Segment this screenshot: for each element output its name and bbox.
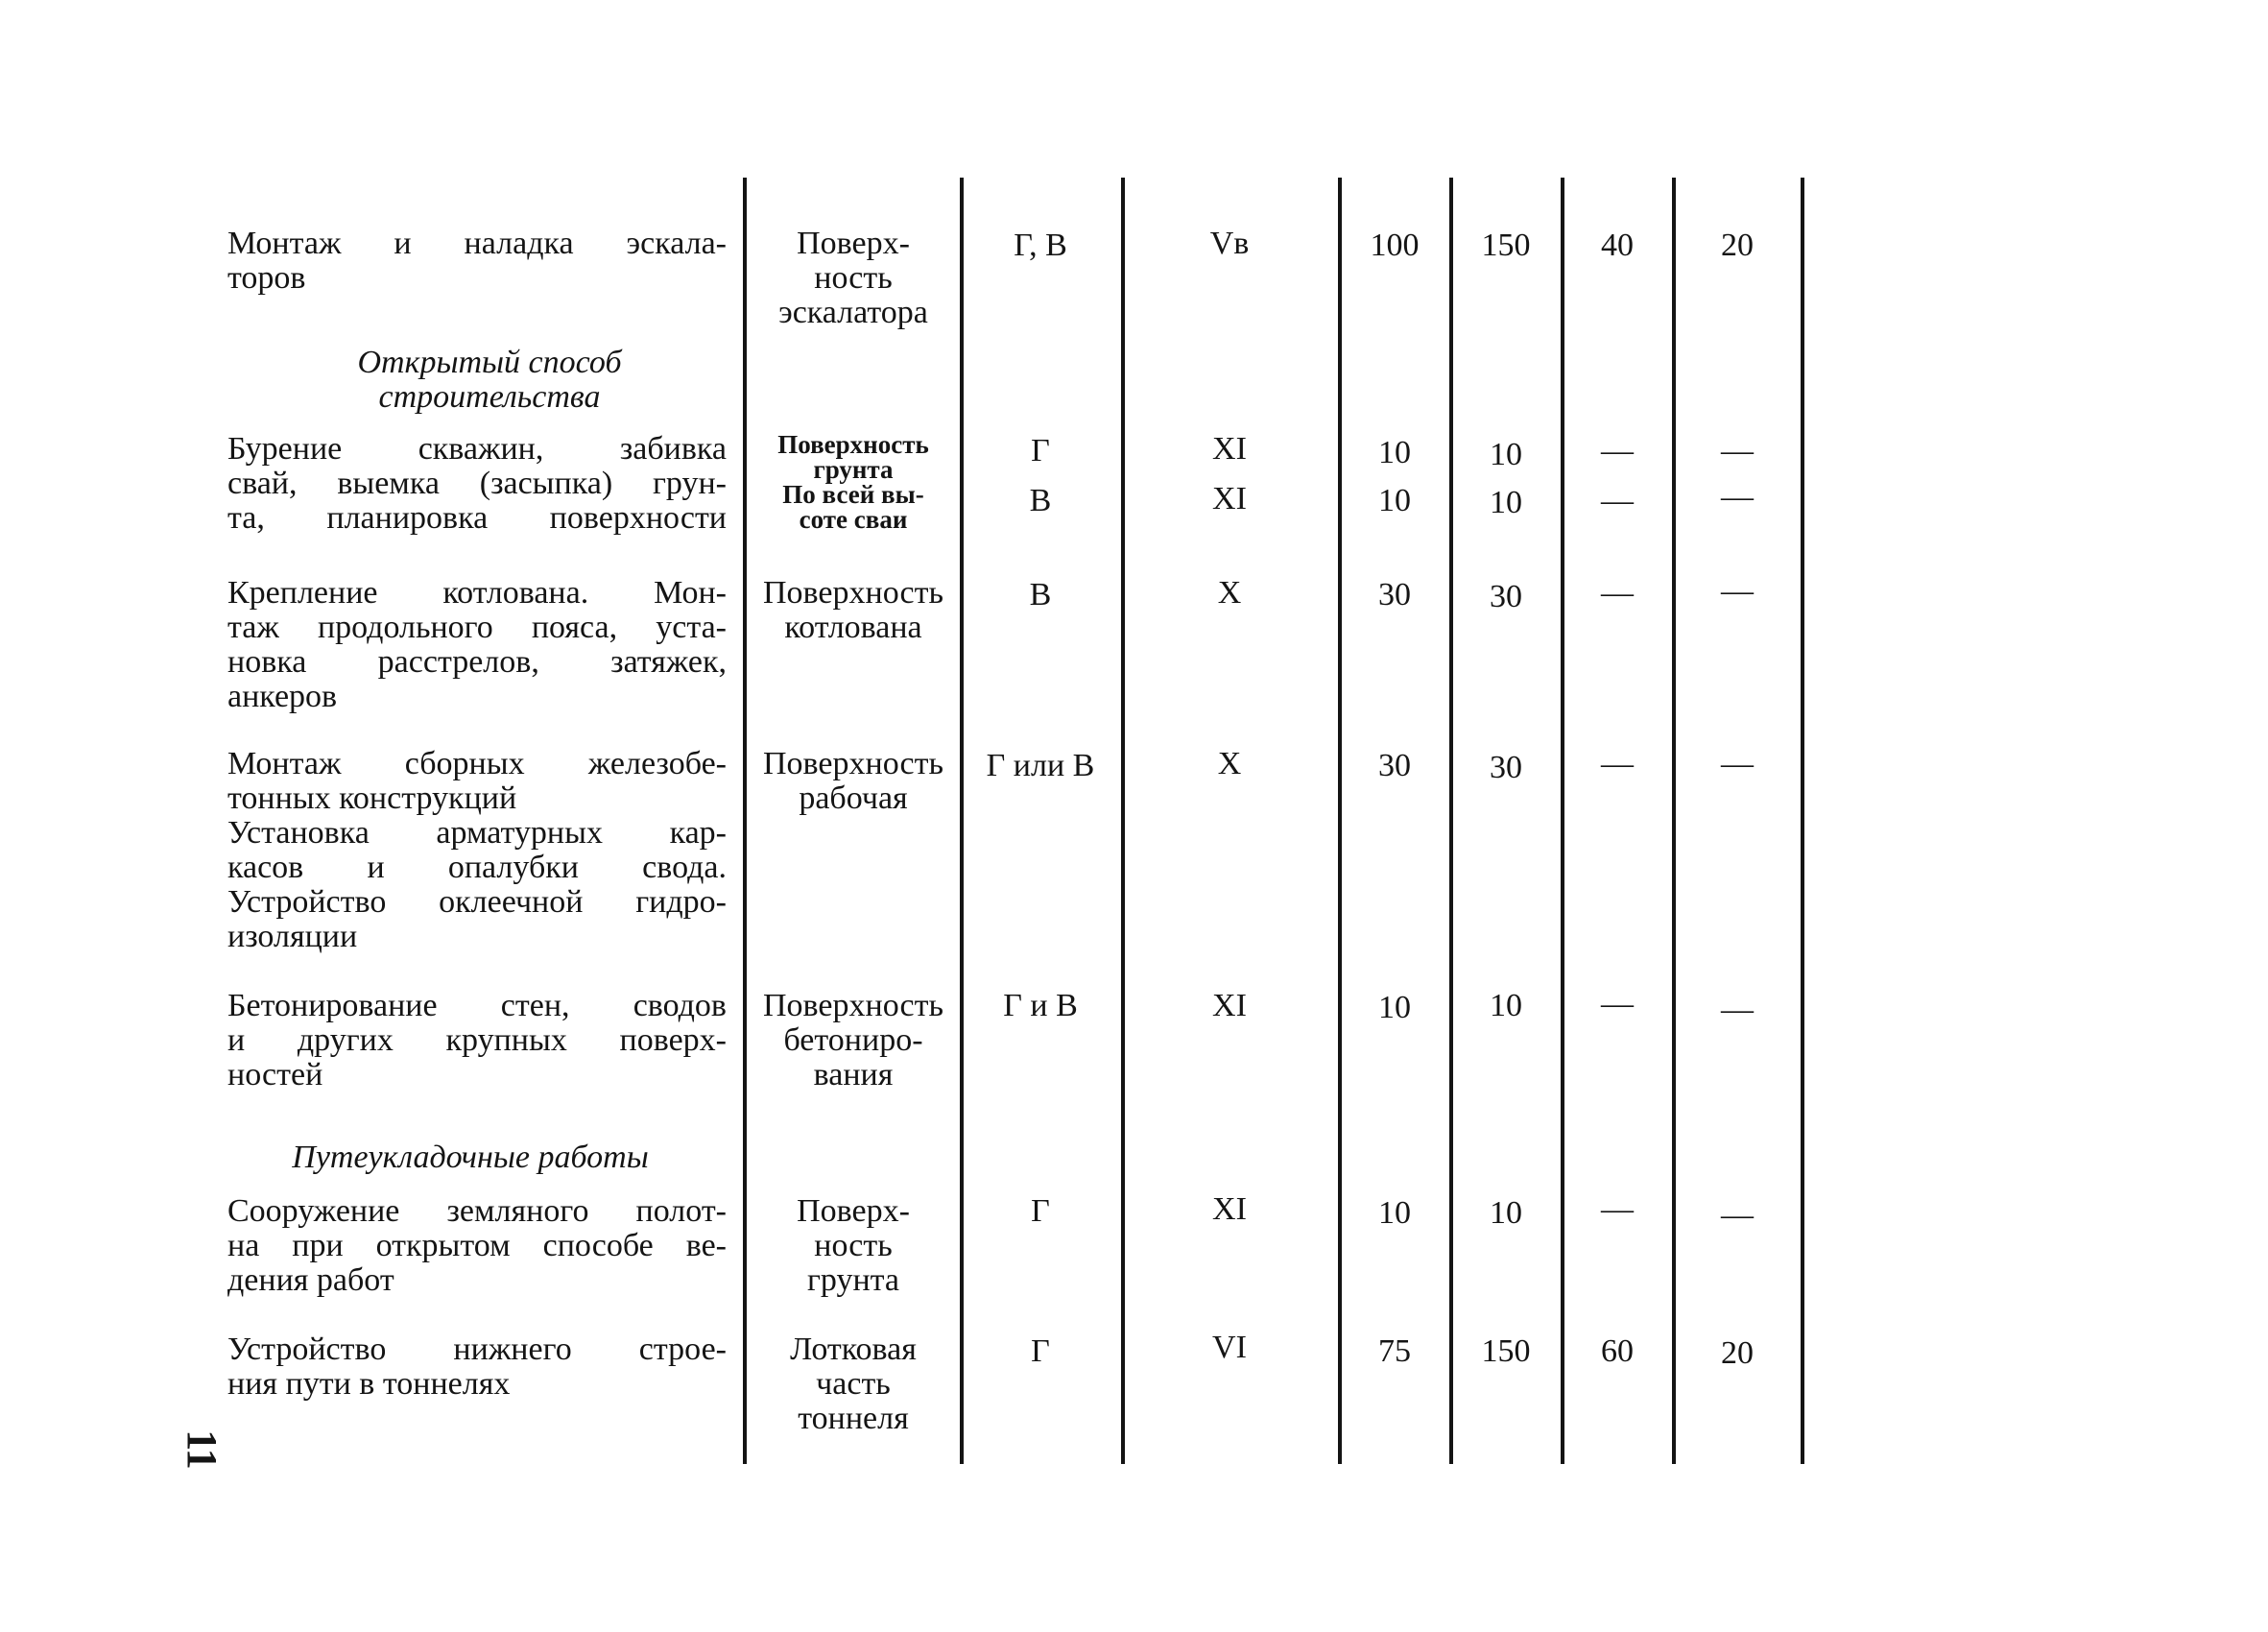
table-row-category: Vв	[1209, 226, 1250, 261]
table-row-work: Сооружение земляного полот- на при открытом способе ве- дения работ	[227, 1193, 727, 1298]
table-row-value: —	[1601, 433, 1634, 468]
table-row-value: 60	[1601, 1333, 1634, 1369]
table-row-work: Монтаж сборных железобе- тонных конструкций Установка арматурных кар- касов и опалубки свода. Устройство оклеечной гидро- изоляции	[227, 746, 727, 954]
table-row-surface: Лотковая часть тоннеля	[790, 1332, 917, 1436]
table-row-value: —	[1721, 746, 1754, 781]
table-row-value: —	[1601, 746, 1634, 781]
table-row-value: —	[1721, 433, 1754, 468]
table-row-value: —	[1601, 986, 1634, 1021]
table-row-work: Бетонирование стен, сводов и других крупных поверх- ностей	[227, 988, 727, 1092]
table-row-value: 100	[1370, 228, 1420, 263]
column-rule	[1672, 178, 1676, 1464]
table-row-value: 10	[1490, 485, 1522, 520]
table-row-category: XI	[1212, 1191, 1247, 1227]
table-row-value: —	[1601, 483, 1634, 518]
table-row-value: 150	[1481, 228, 1531, 263]
table-row-category: X	[1217, 575, 1242, 611]
table-row-value: 30	[1378, 577, 1411, 612]
table-row-plane: Г и В	[1003, 988, 1078, 1023]
table-row-value: —	[1721, 573, 1754, 609]
table-row-value: 10	[1490, 437, 1522, 472]
table-row-surface: Поверхность котлована	[763, 575, 943, 645]
table-row-value: 10	[1378, 435, 1411, 470]
column-rule	[1449, 178, 1453, 1464]
table-row-value: 75	[1378, 1333, 1411, 1369]
table-row-value: 30	[1490, 750, 1522, 785]
table-row-category: XI	[1212, 481, 1247, 516]
column-rule	[1801, 178, 1804, 1464]
table-row-value: 10	[1490, 988, 1522, 1023]
table-row-value: 10	[1378, 483, 1411, 518]
table-row-value: —	[1721, 1197, 1754, 1233]
table-row-value: 10	[1490, 1195, 1522, 1231]
table-row-plane: Г	[1031, 433, 1050, 468]
table-row-value: 150	[1481, 1333, 1531, 1369]
table-row-work: Крепление котлована. Мон- таж продольного пояса, уста- новка расстрелов, затяжек, анкеров	[227, 575, 727, 714]
table-row-plane: Г или В	[986, 748, 1095, 783]
table-row-category: XI	[1212, 431, 1247, 467]
table-row-surface: Поверх- ность грунта	[797, 1193, 910, 1298]
table-row-surface: Поверхность рабочая	[763, 746, 943, 816]
table-row-value: 10	[1378, 990, 1411, 1025]
page-number: 11	[179, 1429, 226, 1470]
table-row-value: —	[1601, 575, 1634, 611]
column-rule	[1561, 178, 1564, 1464]
section-heading: Открытый способ строительства	[357, 345, 622, 415]
table-row-surface: Поверхность грунта По всей вы- соте сваи	[777, 430, 929, 534]
table-row-value: —	[1601, 1191, 1634, 1227]
table-row-plane: В	[1029, 577, 1052, 612]
table-row-value: 10	[1378, 1195, 1411, 1231]
table-row-value: 20	[1721, 1335, 1754, 1371]
table-row-value: 30	[1378, 748, 1411, 783]
column-rule	[1338, 178, 1342, 1464]
table-row-value: 20	[1721, 228, 1754, 263]
table-row-surface: Поверх- ность эскалатора	[778, 226, 928, 330]
table-row-category: XI	[1212, 988, 1247, 1023]
table-row-work: Монтаж и наладка эскала- торов	[227, 226, 727, 296]
table-row-plane: В	[1029, 483, 1052, 518]
table-row-plane: Г	[1031, 1193, 1050, 1229]
table-row-value: 40	[1601, 228, 1634, 263]
column-rule	[743, 178, 747, 1464]
column-rule	[1121, 178, 1125, 1464]
table-row-surface: Поверхность бетониро- вания	[763, 988, 943, 1092]
table-row-value: 30	[1490, 579, 1522, 614]
table-row-value: —	[1721, 479, 1754, 515]
table-row-plane: Г	[1031, 1333, 1050, 1369]
table-row-category: X	[1217, 746, 1242, 781]
column-rule	[960, 178, 964, 1464]
table-row-plane: Г, В	[1014, 228, 1067, 263]
table-row-value: —	[1721, 992, 1754, 1027]
section-heading: Путеукладочные работы	[292, 1140, 649, 1175]
table-row-work: Устройство нижнего строе- ния пути в тоннелях	[227, 1332, 727, 1402]
table-row-work: Бурение скважин, забивка свай, выемка (засыпка) грун- та, планировка поверхности	[227, 431, 727, 536]
table-row-category: VI	[1212, 1330, 1247, 1365]
